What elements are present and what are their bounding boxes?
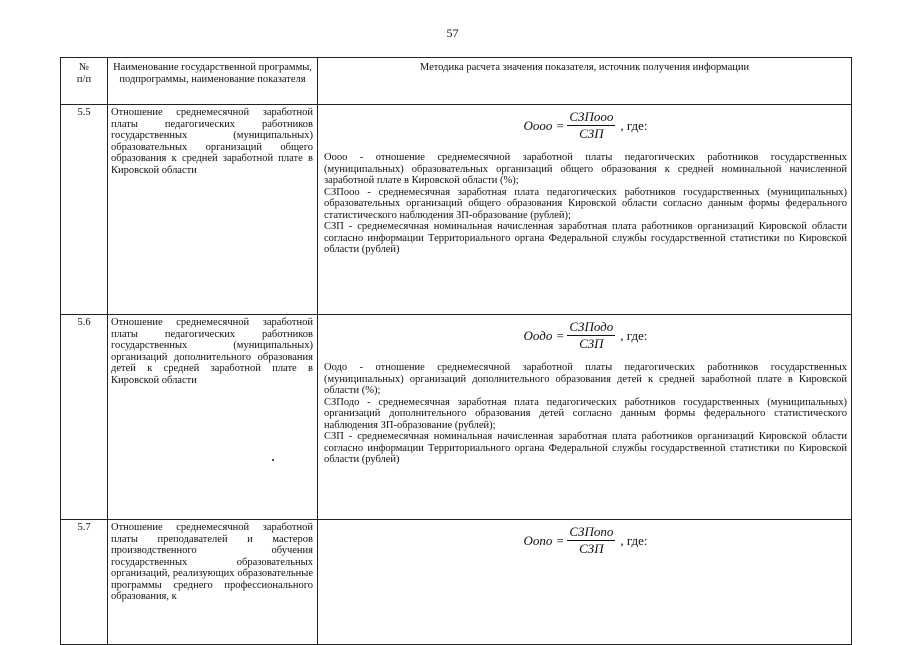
indicator-name: Отношение среднемесячной заработной платы педагогических работников государственных (муниципальных) образовательных организаций общего образования к средней заработной плате в Кировской области — [108, 105, 318, 315]
formula-numerator: СЗПопо — [569, 524, 614, 539]
formula-lhs: Оопо = — [523, 532, 565, 548]
definition-text: СЗП - среднемесячная номинальная начисленная заработная плата работников организаций Кировской области согласно информации Территориального органа Федеральной службы государственной статистики по Кировской области (рублей) — [324, 431, 847, 465]
page-number: 57 — [446, 26, 459, 40]
method-cell — [318, 105, 852, 315]
formula-denominator: СЗП — [579, 541, 604, 556]
method-cell — [318, 520, 852, 645]
header-num: № п/п — [61, 58, 108, 105]
indicator-table — [60, 57, 852, 645]
formula-numerator: СЗПодо — [569, 319, 614, 334]
definition-text: СЗПодо - среднемесячная заработная плата педагогических работников государственных (муниципальных) организаций дополнительного образования детей согласно данным формы федерального статистического наблюдения ЗП-образование (рублей); — [324, 396, 847, 431]
formula — [324, 109, 847, 142]
header-method: Методика расчета значения показателя, источник получения информации — [318, 58, 852, 105]
indicator-name: Отношение среднемесячной заработной платы преподавателей и мастеров производственного обучения государственных образовательных организаций, реализующих образовательные программы среднего профессионального образования, к — [108, 520, 318, 645]
formula-fraction — [567, 319, 615, 352]
formula-lhs: Оооо = — [523, 117, 565, 133]
indicator-name: Отношение среднемесячной заработной платы педагогических работников государственных (муниципальных) организаций дополнительного образования детей к средней заработной плате в Кировской области — [108, 315, 318, 520]
table-row — [61, 520, 852, 645]
formula-suffix: , где: — [620, 327, 648, 343]
scan-speck — [272, 459, 274, 461]
definition-text: Оооо - отношение среднемесячной заработной платы педагогических работников государственных (муниципальных) образовательных организаций общего образования к средней номинальной начисленной заработной плате в Кировской области (%); — [324, 152, 847, 186]
formula-denominator: СЗП — [579, 126, 604, 141]
header-name: Наименование государственной программы, подпрограммы, наименование показателя — [108, 58, 318, 105]
formula-fraction — [567, 109, 615, 142]
formula — [324, 524, 847, 557]
definition-text: СЗП - среднемесячная номинальная начисленная заработная плата работников организаций Кировской области согласно информации Территориального органа Федеральной службы государственной статистики по Кировской области (рублей) — [324, 221, 847, 255]
row-number: 5.7 — [61, 520, 108, 645]
formula — [324, 319, 847, 352]
formula-denominator: СЗП — [579, 336, 604, 351]
definition-text: Оодо - отношение среднемесячной заработной платы педагогических работников государственных (муниципальных) организаций дополнительного образования детей к средней заработной плате в Кировской области (%); — [324, 362, 847, 396]
table-row — [61, 315, 852, 520]
formula-suffix: , где: — [620, 117, 648, 133]
row-number: 5.5 — [61, 105, 108, 315]
formula-suffix: , где: — [620, 532, 648, 548]
formula-lhs: Оодо = — [523, 327, 565, 343]
definition-text: СЗПооо - среднемесячная заработная плата педагогических работников государственных (муниципальных) образовательных организаций общего образования Кировской области согласно данным формы федерального статистического наблюдения ЗП-образование (рублей); — [324, 186, 847, 221]
formula-numerator: СЗПооо — [569, 109, 614, 124]
row-number: 5.6 — [61, 315, 108, 520]
table-row — [61, 105, 852, 315]
formula-fraction — [567, 524, 615, 557]
method-cell — [318, 315, 852, 520]
table-header-row — [61, 58, 852, 105]
